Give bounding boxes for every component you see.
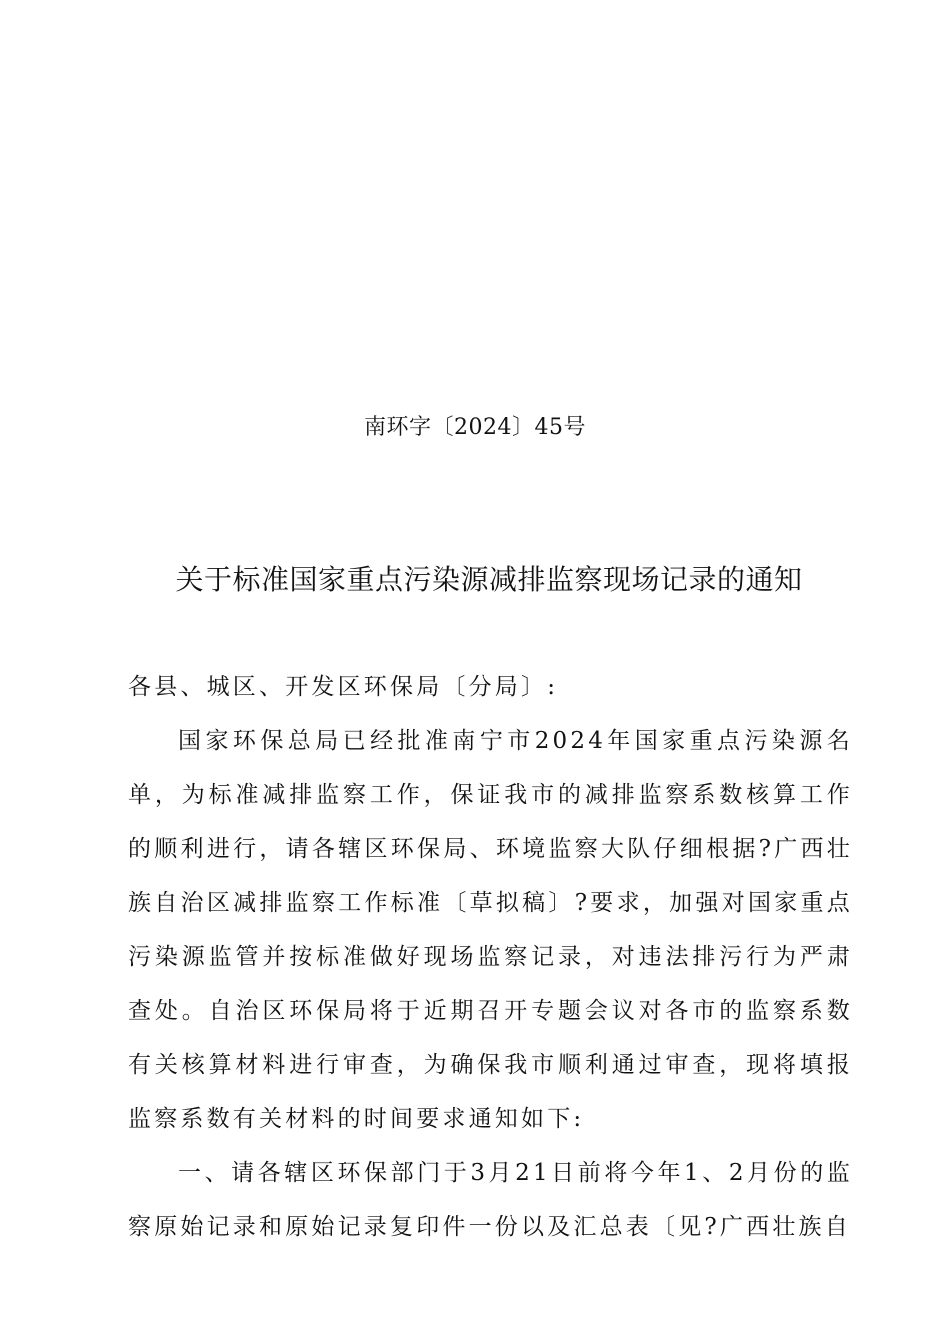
document-title: 关于标准国家重点污染源减排监察现场记录的通知 [175,563,803,596]
body-paragraph: 国家环保总局已经批准南宁市2024年国家重点污染源名单，为标准减排监察工作，保证我市的减排监察系数核算工作的顺利进行，请各辖区环保局、环境监察大队仔细根据?广西壮族自治区减排监察工作标准〔草拟稿〕?要求，加强对国家重点污染源监管并按标准做好现场监察记录，对违法排污行为严肃查处。自治区环保局将于近期召开专题会议对各市的监察系数有关核算材料进行审查，为确保我市顺利通过审查，现将填报监察系数有关材料的时间要求通知如下: [128,728,853,1132]
document-body [128,660,853,1254]
salutation: 各县、城区、开发区环保局〔分局〕: [128,674,559,700]
document-number: 南环字〔2024〕45号 [364,415,586,440]
body-paragraph: 一、请各辖区环保部门于3月21日前将今年1、2月份的监察原始记录和原始记录复印件一份以及汇总表〔见?广西壮族自 [128,1160,853,1240]
